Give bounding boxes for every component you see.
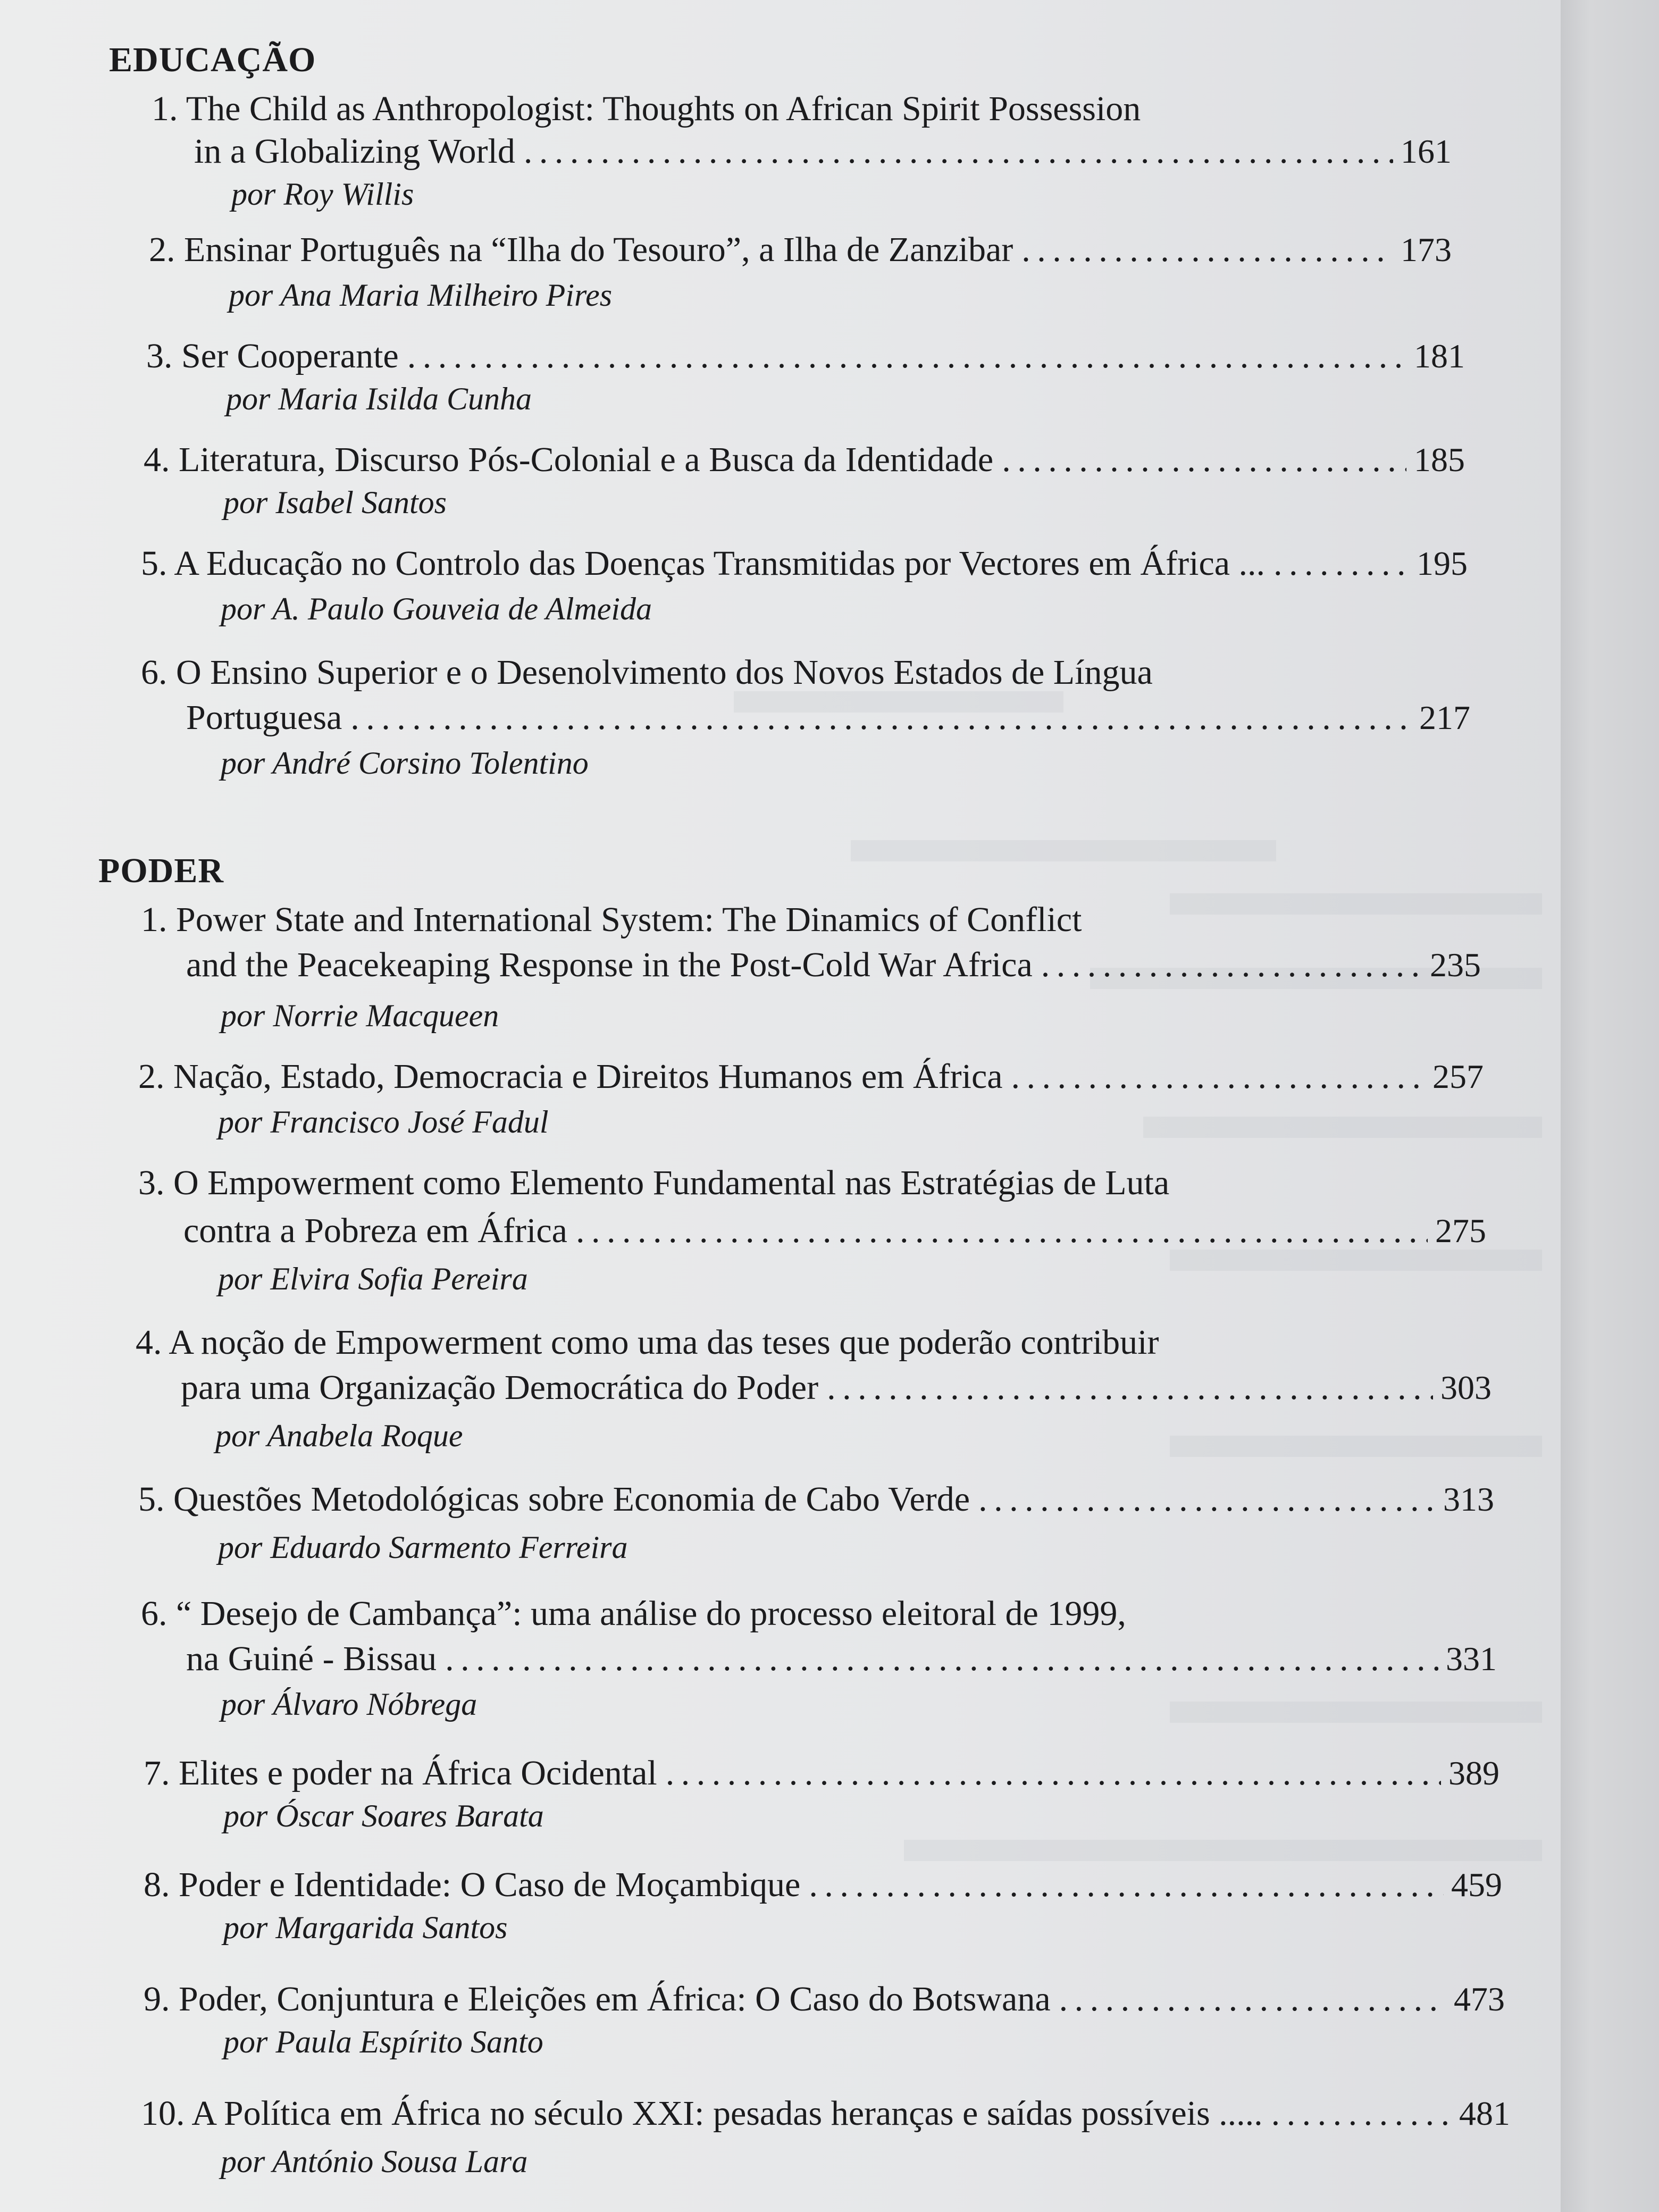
toc-entry-author: por Norrie Macqueen xyxy=(221,998,499,1033)
dot-leader xyxy=(1059,1978,1446,2021)
toc-entry-title xyxy=(141,2092,1510,2135)
dot-leader xyxy=(1002,439,1406,481)
page-edge xyxy=(1561,0,1659,2212)
show-through-stroke xyxy=(1170,1702,1542,1723)
dot-leader xyxy=(1273,542,1409,585)
toc-entry-author: por A. Paulo Gouveia de Almeida xyxy=(221,591,652,626)
dot-leader xyxy=(524,130,1393,173)
toc-entry-title xyxy=(141,542,1468,585)
toc-entry-author: por Eduardo Sarmento Ferreira xyxy=(218,1530,628,1565)
page-number: 257 xyxy=(1432,1058,1484,1095)
show-through-stroke xyxy=(1143,1117,1542,1138)
toc-entry-text: in a Globalizing World xyxy=(194,132,515,171)
toc-entry-author: por Elvira Sofia Pereira xyxy=(218,1261,528,1296)
toc-entry-author: por Roy Willis xyxy=(231,177,414,212)
toc-entry-author: por Margarida Santos xyxy=(223,1910,508,1945)
show-through-stroke xyxy=(1170,1436,1542,1457)
toc-entry-text: and the Peacekeaping Response in the Post-Cold War Africa xyxy=(186,945,1033,984)
toc-entry-author: por Anabela Roque xyxy=(215,1418,463,1453)
page-number: 185 xyxy=(1414,441,1465,479)
dot-leader xyxy=(1021,229,1393,271)
toc-entry-author: por André Corsino Tolentino xyxy=(221,745,589,781)
toc-entry-text: 9. Poder, Conjuntura e Eleições em África: O Caso do Botswana xyxy=(144,1980,1051,2018)
dot-leader xyxy=(445,1638,1438,1680)
toc-entry-title xyxy=(186,1638,1497,1680)
toc-entry-title xyxy=(138,1055,1484,1098)
dot-leader xyxy=(666,1752,1441,1795)
toc-entry-text: 8. Poder e Identidade: O Caso de Moçambique xyxy=(144,1865,801,1904)
toc-entry-author: por António Sousa Lara xyxy=(221,2144,528,2179)
toc-entry-title xyxy=(183,1210,1486,1252)
toc-entry-author: por Álvaro Nóbrega xyxy=(221,1687,477,1722)
page-number: 195 xyxy=(1417,544,1468,582)
toc-entry-title: 4. A noção de Empowerment como uma das teses que poderão contribuir xyxy=(136,1323,1159,1362)
page-number: 275 xyxy=(1435,1212,1486,1250)
toc-entry-title xyxy=(186,944,1481,986)
toc-entry-title: 3. O Empowerment como Elemento Fundamental nas Estratégias de Luta xyxy=(138,1163,1170,1202)
toc-entry-title: 6. “ Desejo de Cambança”: uma análise do processo eleitoral de 1999, xyxy=(141,1594,1126,1633)
show-through-stroke xyxy=(1170,893,1542,915)
toc-entry-text: 10. A Política em África no século XXI: pesadas heranças e saídas possíveis ..... xyxy=(141,2094,1263,2133)
toc-entry-author: por Ana Maria Milheiro Pires xyxy=(229,278,613,313)
section-title: EDUCAÇÃO xyxy=(109,40,316,79)
toc-entry-title xyxy=(186,697,1470,739)
page-number: 235 xyxy=(1430,946,1481,984)
show-through-stroke xyxy=(1170,1250,1542,1271)
page-number: 473 xyxy=(1454,1980,1505,2018)
toc-entry-text: 5. Questões Metodológicas sobre Economia de Cabo Verde xyxy=(138,1480,970,1519)
page-number: 389 xyxy=(1448,1754,1499,1792)
section-title: PODER xyxy=(98,851,224,890)
dot-leader xyxy=(1271,2092,1452,2135)
toc-entry-title xyxy=(144,1978,1505,2021)
dot-leader xyxy=(407,335,1406,378)
page-number: 331 xyxy=(1446,1640,1497,1678)
toc-entry-title xyxy=(149,229,1452,271)
toc-entry-title xyxy=(144,439,1465,481)
toc-entry-text: 4. Literatura, Discurso Pós-Colonial e a Busca da Identidade xyxy=(144,440,994,479)
toc-entry-text: Portuguesa xyxy=(186,698,342,737)
page-number: 217 xyxy=(1419,699,1470,736)
toc-entry-text: contra a Pobreza em África xyxy=(183,1211,567,1250)
page-number: 173 xyxy=(1401,231,1452,269)
toc-entry-author: por Francisco José Fadul xyxy=(218,1104,549,1139)
toc-entry-title xyxy=(194,130,1452,173)
dot-leader xyxy=(809,1864,1444,1906)
page-number: 181 xyxy=(1414,337,1465,375)
show-through-stroke xyxy=(851,840,1276,861)
toc-entry-title: 6. O Ensino Superior e o Desenolvimento dos Novos Estados de Língua xyxy=(141,653,1153,692)
page-number: 303 xyxy=(1440,1369,1492,1406)
toc-entry-text: 7. Elites e poder na África Ocidental xyxy=(144,1754,657,1792)
toc-entry-title xyxy=(144,1864,1502,1906)
toc-entry-author: por Paula Espírito Santo xyxy=(223,2024,543,2059)
show-through-stroke xyxy=(904,1840,1542,1861)
dot-leader xyxy=(1011,1055,1425,1098)
dot-leader xyxy=(350,697,1412,739)
dot-leader xyxy=(1041,944,1422,986)
toc-entry-text: 3. Ser Cooperante xyxy=(146,337,399,375)
page-number: 481 xyxy=(1459,2094,1510,2132)
page-number: 313 xyxy=(1443,1480,1494,1518)
toc-entry-title: 1. Power State and International System: The Dinamics of Conflict xyxy=(141,900,1082,939)
dot-leader xyxy=(576,1210,1428,1252)
toc-entry-author: por Isabel Santos xyxy=(223,485,447,520)
toc-entry-text: 5. A Educação no Controlo das Doenças Transmitidas por Vectores em África ... xyxy=(141,544,1266,583)
toc-entry-title: 1. The Child as Anthropologist: Thoughts on African Spirit Possession xyxy=(152,89,1141,128)
toc-entry-text: 2. Nação, Estado, Democracia e Direitos Humanos em África xyxy=(138,1057,1003,1096)
toc-entry-text: na Guiné - Bissau xyxy=(186,1639,437,1678)
toc-entry-title xyxy=(144,1752,1499,1795)
page-number: 459 xyxy=(1451,1866,1502,1904)
toc-entry-author: por Óscar Soares Barata xyxy=(223,1798,544,1833)
toc-entry-title xyxy=(181,1367,1492,1409)
toc-entry-text: para uma Organização Democrática do Poder xyxy=(181,1368,819,1407)
toc-entry-title xyxy=(146,335,1465,378)
toc-entry-text: 2. Ensinar Português na “Ilha do Tesouro”, a Ilha de Zanzibar xyxy=(149,230,1013,269)
page-number: 161 xyxy=(1401,132,1452,170)
dot-leader xyxy=(978,1478,1436,1521)
toc-entry-author: por Maria Isilda Cunha xyxy=(226,381,532,416)
toc-entry-title xyxy=(138,1478,1494,1521)
dot-leader xyxy=(827,1367,1433,1409)
